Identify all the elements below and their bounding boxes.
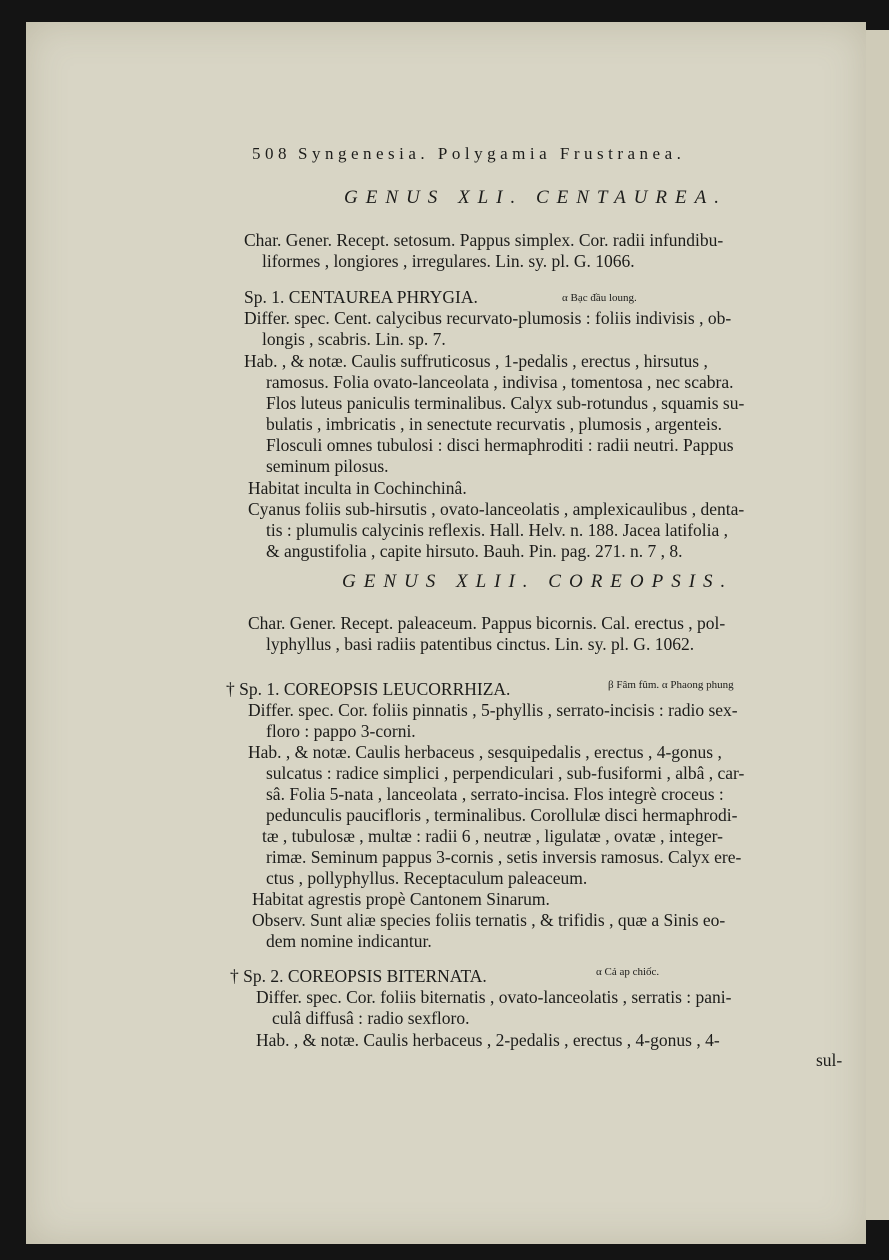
text-line: culâ diffusâ : radio sexfloro.: [272, 1008, 470, 1028]
species-heading: Sp. 1. CENTAUREA PHRYGIA.: [244, 287, 478, 307]
text-line: Habitat agrestis propè Cantonem Sinarum.: [252, 889, 550, 909]
text-line: liformes , longiores , irregulares. Lin. sy. pl. G. 1066.: [262, 251, 635, 271]
text-line: Hab. , & notæ. Caulis herbaceus , sesquipedalis , erectus , 4-gonus ,: [248, 742, 722, 762]
text-line: Differ. spec. Cor. foliis pinnatis , 5-phyllis , serrato-incisis : radio sex-: [248, 700, 738, 720]
text-line: bulatis , imbricatis , in senectute recurvatis , plumosis , argenteis.: [266, 414, 723, 434]
text-line: ctus , pollyphyllus. Receptaculum paleaceum.: [266, 868, 588, 888]
text-line: Observ. Sunt aliæ species foliis ternatis , & trifidis , quæ a Sinis eo-: [252, 910, 726, 930]
text-line: rimæ. Seminum pappus 3-cornis , setis inversis ramosus. Calyx ere-: [266, 847, 742, 867]
text-line: Cyanus foliis sub-hirsutis , ovato-lanceolatis , amplexicaulibus , denta-: [248, 499, 745, 519]
text-line: longis , scabris. Lin. sp. 7.: [262, 329, 446, 349]
text-line: seminum pilosus.: [266, 456, 389, 476]
genus-heading: GENUS XLII. COREOPSIS.: [342, 571, 734, 592]
text-line: & angustifolia , capite hirsuto. Bauh. Pin. pag. 271. n. 7 , 8.: [266, 541, 683, 561]
text-line: Flos luteus paniculis terminalibus. Calyx sub-rotundus , squamis su-: [266, 393, 745, 413]
text-line: Flosculi omnes tubulosi : disci hermaphroditi : radii neutri. Pappus: [266, 435, 734, 455]
text-line: ramosus. Folia ovato-lanceolata , indivisa , tomentosa , nec scabra.: [266, 372, 734, 392]
vernacular-note: α Cả ap chiốc.: [596, 966, 660, 978]
text-line: Differ. spec. Cor. foliis biternatis , ovato-lanceolatis , serratis : pani-: [256, 987, 732, 1007]
text-line: Char. Gener. Recept. setosum. Pappus simplex. Cor. radii infundibu-: [244, 230, 724, 250]
genus-heading: GENUS XLI. CENTAUREA.: [344, 187, 727, 208]
text-line: sâ. Folia 5-nata , lanceolata , serrato-incisa. Flos integrè croceus :: [266, 784, 724, 804]
vernacular-note: β Fâm fûm. α Phaong phung: [608, 679, 734, 691]
text-line: tæ , tubulosæ , multæ : radii 6 , neutræ , ligulatæ , ovatæ , integer-: [262, 826, 723, 846]
text-line: tis : plumulis calycinis reflexis. Hall. Helv. n. 188. Jacea latifolia ,: [266, 520, 729, 540]
text-line: Differ. spec. Cent. calycibus recurvato-plumosis : foliis indivisis , ob-: [244, 308, 732, 328]
vernacular-note: α Bạc đầu loung.: [562, 292, 637, 304]
running-title: Syngenesia. Polygamia Frustranea.: [298, 144, 686, 163]
text-line: Hab. , & notæ. Caulis suffruticosus , 1-pedalis , erectus , hirsutus ,: [244, 351, 708, 371]
text-line: lyphyllus , basi radiis patentibus cinctus. Lin. sy. pl. G. 1062.: [266, 634, 695, 654]
text-line: pedunculis paucifloris , terminalibus. Corollulæ disci hermaphrodi-: [266, 805, 738, 825]
species-heading: † Sp. 2. COREOPSIS BITERNATA.: [230, 966, 487, 986]
text-line: dem nomine indicantur.: [266, 931, 432, 951]
text-line: floro : pappo 3-corni.: [266, 721, 416, 741]
text-line: sul-: [816, 1050, 843, 1070]
text-line: Char. Gener. Recept. paleaceum. Pappus bicornis. Cal. erectus , pol-: [248, 613, 726, 633]
text-line: sulcatus : radice simplici , perpendiculari , sub-fusiformi , albâ , car-: [266, 763, 745, 783]
text-line: Habitat inculta in Cochinchinâ.: [248, 478, 467, 498]
text-line: Hab. , & notæ. Caulis herbaceus , 2-pedalis , erectus , 4-gonus , 4-: [256, 1030, 720, 1050]
page-number: 508: [252, 144, 291, 163]
book-page: [26, 22, 866, 1244]
species-heading: † Sp. 1. COREOPSIS LEUCORRHIZA.: [226, 679, 511, 699]
